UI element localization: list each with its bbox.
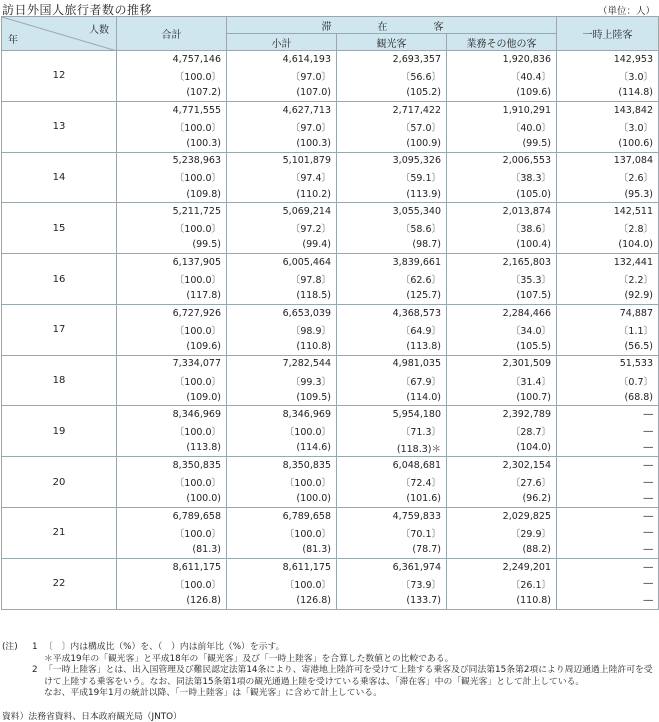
subtotal-cell: 〔97.0〕 bbox=[227, 68, 337, 85]
business-cell: 2,249,201 bbox=[447, 558, 557, 575]
tourist-cell: 3,095,326 bbox=[337, 152, 447, 169]
tourist-cell: (133.7) bbox=[337, 592, 447, 609]
subtotal-cell: 4,627,713 bbox=[227, 101, 337, 118]
subtotal-cell: (99.4) bbox=[227, 237, 337, 254]
business-cell: 〔40.0〕 bbox=[447, 118, 557, 135]
subtotal-cell: (100.0) bbox=[227, 490, 337, 507]
tourist-cell: 〔70.1〕 bbox=[337, 525, 447, 542]
note-text: 〔 〕内は構成比（%）を、（ ）内は前年比（%）を示す。 bbox=[44, 642, 285, 652]
total-cell: 6,727,926 bbox=[117, 304, 227, 321]
total-cell: 〔100.0〕 bbox=[117, 118, 227, 135]
total-cell: 〔100.0〕 bbox=[117, 169, 227, 186]
subtotal-cell: 8,346,969 bbox=[227, 406, 337, 423]
notes-label: (注) bbox=[2, 642, 18, 652]
temporary-cell: 142,953 bbox=[557, 51, 659, 68]
tourist-cell: (101.6) bbox=[337, 490, 447, 507]
temporary-cell: 〔2.2〕 bbox=[557, 271, 659, 288]
temporary-cell: (114.8) bbox=[557, 84, 659, 101]
tourist-cell: 2,693,357 bbox=[337, 51, 447, 68]
temporary-cell: ― bbox=[557, 490, 659, 507]
temporary-cell: 142,511 bbox=[557, 203, 659, 220]
subtotal-cell: 6,005,464 bbox=[227, 254, 337, 271]
notes-section bbox=[2, 642, 658, 700]
total-cell: 〔100.0〕 bbox=[117, 322, 227, 339]
subtotal-cell: (126.8) bbox=[227, 592, 337, 609]
tourist-cell: 4,368,573 bbox=[337, 304, 447, 321]
total-cell: 〔100.0〕 bbox=[117, 220, 227, 237]
subtotal-cell: 〔97.4〕 bbox=[227, 169, 337, 186]
business-cell: 2,006,553 bbox=[447, 152, 557, 169]
temporary-cell: ― bbox=[557, 575, 659, 592]
business-cell: (107.5) bbox=[447, 287, 557, 304]
business-cell: 〔35.3〕 bbox=[447, 271, 557, 288]
temporary-cell: ― bbox=[557, 558, 659, 575]
total-cell: (100.3) bbox=[117, 135, 227, 152]
year-cell: 22 bbox=[2, 558, 117, 609]
temporary-cell: (56.5) bbox=[557, 338, 659, 355]
subtotal-cell: (109.5) bbox=[227, 389, 337, 406]
visitor-statistics-table bbox=[1, 16, 659, 610]
business-cell: 〔29.9〕 bbox=[447, 525, 557, 542]
table-body bbox=[2, 51, 659, 610]
note-number: 2 bbox=[32, 665, 38, 676]
business-cell: (105.5) bbox=[447, 338, 557, 355]
year-cell: 20 bbox=[2, 457, 117, 508]
temporary-cell: (95.3) bbox=[557, 186, 659, 203]
tourist-cell: (105.2) bbox=[337, 84, 447, 101]
total-cell: 〔100.0〕 bbox=[117, 68, 227, 85]
tourist-cell: 〔59.1〕 bbox=[337, 169, 447, 186]
note-text: ＊平成19年の「観光客」と平成18年の「観光客」及び「一時上陸客」を合算した数値との比較である。 bbox=[44, 653, 454, 664]
subtotal-cell: 〔97.2〕 bbox=[227, 220, 337, 237]
tourist-cell: 4,981,035 bbox=[337, 355, 447, 372]
subtotal-cell: 〔100.0〕 bbox=[227, 423, 337, 440]
tourist-cell: 6,361,974 bbox=[337, 558, 447, 575]
temporary-cell: (92.9) bbox=[557, 287, 659, 304]
tourist-cell: 4,759,833 bbox=[337, 508, 447, 525]
tourist-cell: (78.7) bbox=[337, 541, 447, 558]
tourist-cell: (113.8) bbox=[337, 338, 447, 355]
subtotal-cell: 〔97.0〕 bbox=[227, 118, 337, 135]
temporary-cell: 〔2.6〕 bbox=[557, 169, 659, 186]
temporary-cell: ― bbox=[557, 592, 659, 609]
tourist-cell: (113.9) bbox=[337, 186, 447, 203]
business-cell: 〔27.6〕 bbox=[447, 474, 557, 491]
total-cell: 8,350,835 bbox=[117, 457, 227, 474]
subtotal-cell: 〔97.8〕 bbox=[227, 271, 337, 288]
tourist-cell: 2,717,422 bbox=[337, 101, 447, 118]
business-cell: 〔38.3〕 bbox=[447, 169, 557, 186]
unit-label: （単位：人） bbox=[597, 6, 655, 17]
total-cell: 8,346,969 bbox=[117, 406, 227, 423]
subtotal-cell: 6,653,039 bbox=[227, 304, 337, 321]
temporary-cell: ― bbox=[557, 508, 659, 525]
temporary-cell: ― bbox=[557, 423, 659, 440]
business-cell: (88.2) bbox=[447, 541, 557, 558]
business-cell: 〔28.7〕 bbox=[447, 423, 557, 440]
note-1-sub bbox=[2, 654, 658, 666]
subtotal-cell: (107.0) bbox=[227, 84, 337, 101]
subtotal-cell: 6,789,658 bbox=[227, 508, 337, 525]
business-cell: 1,910,291 bbox=[447, 101, 557, 118]
business-cell: 1,920,836 bbox=[447, 51, 557, 68]
year-cell: 14 bbox=[2, 152, 117, 203]
year-cell: 18 bbox=[2, 355, 117, 406]
total-cell: (109.8) bbox=[117, 186, 227, 203]
total-cell: 7,334,077 bbox=[117, 355, 227, 372]
total-cell: (107.2) bbox=[117, 84, 227, 101]
temporary-cell: ― bbox=[557, 474, 659, 491]
year-cell: 13 bbox=[2, 101, 117, 152]
subtotal-cell: 5,101,879 bbox=[227, 152, 337, 169]
tourist-cell: 6,048,681 bbox=[337, 457, 447, 474]
business-cell: 2,284,466 bbox=[447, 304, 557, 321]
total-cell: 5,211,725 bbox=[117, 203, 227, 220]
business-cell: 〔34.0〕 bbox=[447, 322, 557, 339]
business-cell: 〔26.1〕 bbox=[447, 575, 557, 592]
business-cell: (110.8) bbox=[447, 592, 557, 609]
total-cell: (100.0) bbox=[117, 490, 227, 507]
header-stay: 滞 在 客 bbox=[227, 17, 557, 34]
header-year: 年 bbox=[8, 35, 18, 46]
tourist-cell: (125.7) bbox=[337, 287, 447, 304]
total-cell: 〔100.0〕 bbox=[117, 271, 227, 288]
note-text: なお、平成19年1月の統計以降、「一時上陸客」は「観光客」に含めて計上している。 bbox=[44, 688, 382, 699]
temporary-cell: 137,084 bbox=[557, 152, 659, 169]
tourist-cell: 〔62.6〕 bbox=[337, 271, 447, 288]
subtotal-cell: 4,614,193 bbox=[227, 51, 337, 68]
temporary-cell: 143,842 bbox=[557, 101, 659, 118]
note-text: 「一時上陸客」とは、出入国管理及び難民認定法第14条により、寄港地上陸許可を受けて上陸する乗客及び同法第15条第2項により周辺通過上陸許可を受けて上陸する乗客をいう。なお、同法第15条第1項の観光通過上陸を受けている乗客は、「滞在客」中の「観光客」として計上している。 bbox=[44, 665, 653, 687]
temporary-cell: 〔1.1〕 bbox=[557, 322, 659, 339]
total-cell: 〔100.0〕 bbox=[117, 474, 227, 491]
year-cell: 19 bbox=[2, 406, 117, 457]
year-cell: 16 bbox=[2, 254, 117, 305]
header-business-other: 業務その他の客 bbox=[447, 34, 557, 51]
header-subtotal: 小計 bbox=[227, 34, 337, 51]
source-line: 資料）法務省資料、日本政府観光局（JNTO） bbox=[2, 712, 182, 722]
business-cell: (100.7) bbox=[447, 389, 557, 406]
total-cell: 〔100.0〕 bbox=[117, 372, 227, 389]
total-cell: 〔100.0〕 bbox=[117, 525, 227, 542]
header-tourist: 観光客 bbox=[337, 34, 447, 51]
header-people: 人数 bbox=[89, 25, 109, 36]
temporary-cell: ― bbox=[557, 457, 659, 474]
header-total: 合計 bbox=[117, 17, 227, 51]
temporary-cell: (68.8) bbox=[557, 389, 659, 406]
subtotal-cell: 〔99.3〕 bbox=[227, 372, 337, 389]
business-cell: 〔31.4〕 bbox=[447, 372, 557, 389]
tourist-cell: (98.7) bbox=[337, 237, 447, 254]
total-cell: 6,789,658 bbox=[117, 508, 227, 525]
business-cell: 〔40.4〕 bbox=[447, 68, 557, 85]
tourist-cell: 3,055,340 bbox=[337, 203, 447, 220]
temporary-cell: ― bbox=[557, 406, 659, 423]
subtotal-cell: 〔100.0〕 bbox=[227, 474, 337, 491]
tourist-cell: 〔64.9〕 bbox=[337, 322, 447, 339]
total-cell: (117.8) bbox=[117, 287, 227, 304]
subtotal-cell: (110.8) bbox=[227, 338, 337, 355]
note-number: 1 bbox=[32, 642, 38, 652]
corner-header bbox=[2, 17, 117, 51]
header-temporary: 一時上陸客 bbox=[557, 17, 659, 51]
temporary-cell: (100.6) bbox=[557, 135, 659, 152]
year-cell: 17 bbox=[2, 304, 117, 355]
page-title: 訪日外国人旅行者数の推移 bbox=[2, 3, 153, 17]
temporary-cell: (104.0) bbox=[557, 237, 659, 254]
subtotal-cell: (114.6) bbox=[227, 440, 337, 457]
business-cell: (96.2) bbox=[447, 490, 557, 507]
tourist-cell: 3,839,661 bbox=[337, 254, 447, 271]
subtotal-cell: (118.5) bbox=[227, 287, 337, 304]
temporary-cell: ― bbox=[557, 525, 659, 542]
business-cell: 〔38.6〕 bbox=[447, 220, 557, 237]
business-cell: (99.5) bbox=[447, 135, 557, 152]
total-cell: 〔100.0〕 bbox=[117, 423, 227, 440]
tourist-cell: 〔72.4〕 bbox=[337, 474, 447, 491]
business-cell: 2,029,825 bbox=[447, 508, 557, 525]
subtotal-cell: 5,069,214 bbox=[227, 203, 337, 220]
business-cell: 2,302,154 bbox=[447, 457, 557, 474]
note-2 bbox=[2, 665, 658, 688]
note-1 bbox=[2, 642, 658, 654]
temporary-cell: 74,887 bbox=[557, 304, 659, 321]
total-cell: 4,757,146 bbox=[117, 51, 227, 68]
year-cell: 12 bbox=[2, 51, 117, 102]
tourist-cell: 〔57.0〕 bbox=[337, 118, 447, 135]
subtotal-cell: 〔100.0〕 bbox=[227, 525, 337, 542]
business-cell: 2,013,874 bbox=[447, 203, 557, 220]
year-cell: 15 bbox=[2, 203, 117, 254]
tourist-cell: 〔58.6〕 bbox=[337, 220, 447, 237]
total-cell: (99.5) bbox=[117, 237, 227, 254]
total-cell: 8,611,175 bbox=[117, 558, 227, 575]
business-cell: (105.0) bbox=[447, 186, 557, 203]
tourist-cell: 〔56.6〕 bbox=[337, 68, 447, 85]
subtotal-cell: 8,350,835 bbox=[227, 457, 337, 474]
total-cell: (109.6) bbox=[117, 338, 227, 355]
subtotal-cell: 〔98.9〕 bbox=[227, 322, 337, 339]
temporary-cell: 132,441 bbox=[557, 254, 659, 271]
subtotal-cell: 8,611,175 bbox=[227, 558, 337, 575]
tourist-cell: 5,954,180 bbox=[337, 406, 447, 423]
total-cell: 6,137,905 bbox=[117, 254, 227, 271]
business-cell: (100.4) bbox=[447, 237, 557, 254]
total-cell: (81.3) bbox=[117, 541, 227, 558]
temporary-cell: 〔3.0〕 bbox=[557, 68, 659, 85]
subtotal-cell: (110.2) bbox=[227, 186, 337, 203]
business-cell: 2,301,509 bbox=[447, 355, 557, 372]
total-cell: (109.0) bbox=[117, 389, 227, 406]
subtotal-cell: (100.3) bbox=[227, 135, 337, 152]
tourist-cell: 〔71.3〕 bbox=[337, 423, 447, 440]
business-cell: 2,392,789 bbox=[447, 406, 557, 423]
total-cell: 4,771,555 bbox=[117, 101, 227, 118]
subtotal-cell: 7,282,544 bbox=[227, 355, 337, 372]
business-cell: 2,165,803 bbox=[447, 254, 557, 271]
temporary-cell: 51,533 bbox=[557, 355, 659, 372]
subtotal-cell: 〔100.0〕 bbox=[227, 575, 337, 592]
tourist-cell: 〔67.9〕 bbox=[337, 372, 447, 389]
temporary-cell: 〔3.0〕 bbox=[557, 118, 659, 135]
total-cell: 〔100.0〕 bbox=[117, 575, 227, 592]
tourist-cell: (118.3)＊ bbox=[337, 440, 447, 457]
temporary-cell: ― bbox=[557, 541, 659, 558]
tourist-cell: (100.9) bbox=[337, 135, 447, 152]
total-cell: 5,238,963 bbox=[117, 152, 227, 169]
note-2-sub bbox=[2, 688, 658, 700]
temporary-cell: 〔2.8〕 bbox=[557, 220, 659, 237]
year-cell: 21 bbox=[2, 508, 117, 559]
tourist-cell: 〔73.9〕 bbox=[337, 575, 447, 592]
business-cell: (104.0) bbox=[447, 440, 557, 457]
business-cell: (109.6) bbox=[447, 84, 557, 101]
temporary-cell: 〔0.7〕 bbox=[557, 372, 659, 389]
temporary-cell: ― bbox=[557, 440, 659, 457]
subtotal-cell: (81.3) bbox=[227, 541, 337, 558]
total-cell: (126.8) bbox=[117, 592, 227, 609]
tourist-cell: (114.0) bbox=[337, 389, 447, 406]
total-cell: (113.8) bbox=[117, 440, 227, 457]
